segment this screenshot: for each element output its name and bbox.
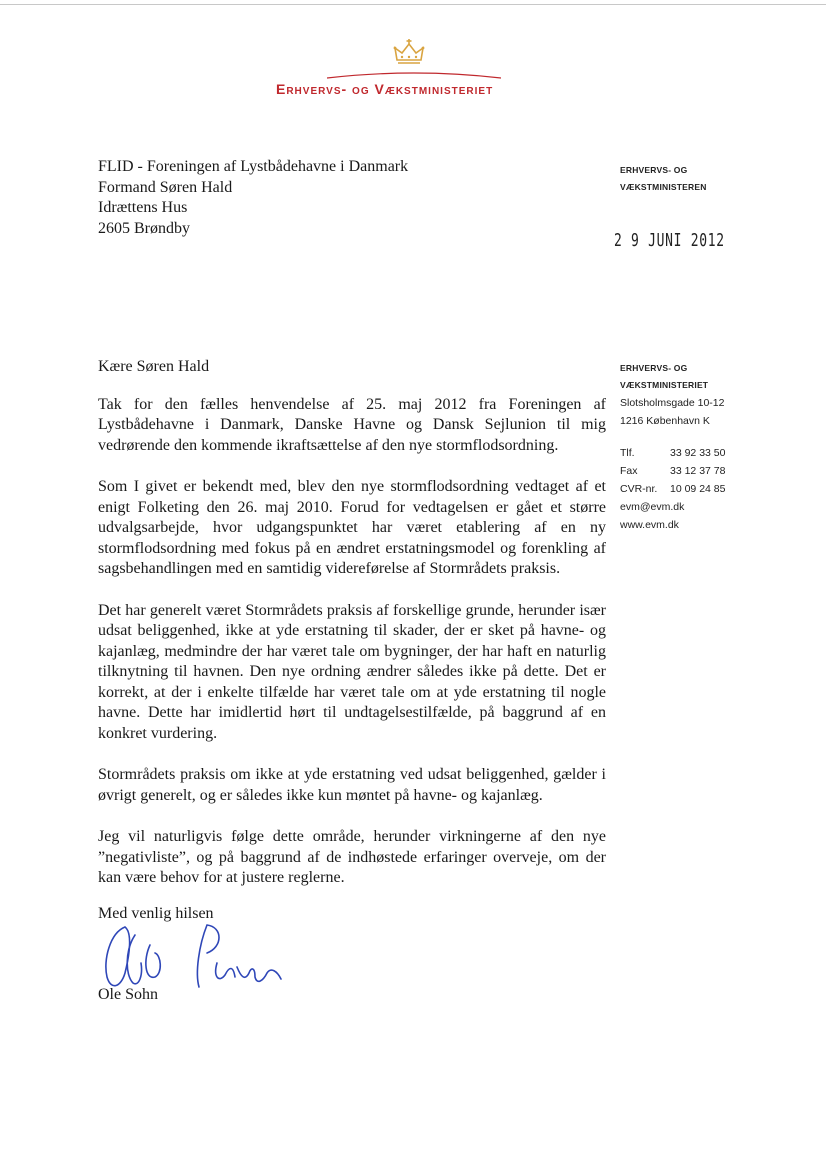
greeting: Kære Søren Hald: [98, 358, 210, 375]
recipient-address: [98, 157, 408, 239]
recipient-line: 2605 Brøndby: [98, 219, 190, 237]
recipient-line: Formand Søren Hald: [98, 178, 233, 196]
paragraph: Som I givet er bekendt med, blev den nye stormflodsordning vedtaget af et enigt Folketing den 26. maj 2010. Forud for vedtagelsen er gået et større udvalgsarbejde, hvor udgangspunktet har været etablering af en ny stormflodsordning med fokus på en ændret erstatningsmodel og forenkling af sagsbehandlingen med en samtidig videreførelse af Stormrådets praksis.: [98, 478, 606, 577]
contact-fax: Fax 33 12 37 78: [620, 465, 726, 477]
paragraph: Stormrådets praksis om ikke at yde erstatning ved udsat beliggenhed, gælder i øvrigt generelt, og er således ikke kun møntet på havne- og kajanlæg.: [98, 766, 606, 804]
signer-name: Ole Sohn: [98, 986, 158, 1003]
paragraph: Jeg vil naturligvis følge dette område, herunder virkningerne af den nye ”negativliste”, og på baggrund af de indhøstede erfaringer overveje, om der kan være behov for at justere reglerne.: [98, 828, 606, 886]
recipient-line: FLID - Foreningen af Lystbådehavne i Danmark: [98, 158, 409, 175]
contact-address1: Slotsholmsgade 10-12: [620, 397, 725, 409]
letter-body: [98, 357, 606, 910]
contact-email[interactable]: evm@evm.dk: [620, 501, 685, 513]
contact-cvr: CVR-nr. 10 09 24 85: [620, 483, 726, 495]
contact-block: [620, 360, 725, 534]
top-border: [0, 4, 826, 5]
paragraph: Tak for den fælles henvendelse af 25. maj 2012 fra Foreningen af Lystbådehavne i Danmark, Danske Havne og Dansk Sejlunion til mig vedrørende den kommende ikraftsættelse af den nye stormflodsordning.: [98, 395, 606, 454]
date-stamp: 2 9 JUNI 2012: [614, 230, 725, 251]
contact-org-line1: ERHVERVS- OG: [620, 363, 688, 373]
recipient-line: Idrættens Hus: [98, 199, 188, 216]
contact-phone: Tlf. 33 92 33 50: [620, 447, 726, 459]
ministry-logo-text: Erhvervs- og Vækstministeriet: [276, 81, 494, 97]
contact-website[interactable]: www.evm.dk: [620, 519, 679, 531]
sender-title: ERHVERVS- OG VÆKSTMINISTEREN: [620, 165, 707, 192]
contact-org-line2: VÆKSTMINISTERIET: [620, 380, 709, 390]
closing: Med venlig hilsen: [98, 905, 214, 922]
paragraph: Det har generelt været Stormrådets praksis af forskellige grunde, herunder især udsat beliggenhed, ikke at yde erstatning til skader, der er sket på havne- og kajanlæg, medmindre der har været tale om bygninger, der har haft en naturlig tilknytning til havnen. Den nye ordning ændrer således ikke på dette. Det er korrekt, at der i enkelte tilfælde har været tale om at yde erstatning til nogle havne. Dette har imidlertid hørt til undtagelsestilfælde, på baggrund af en konkret vurdering.: [98, 601, 606, 742]
contact-address2: 1216 København K: [620, 415, 710, 427]
crown-icon: [392, 38, 426, 68]
